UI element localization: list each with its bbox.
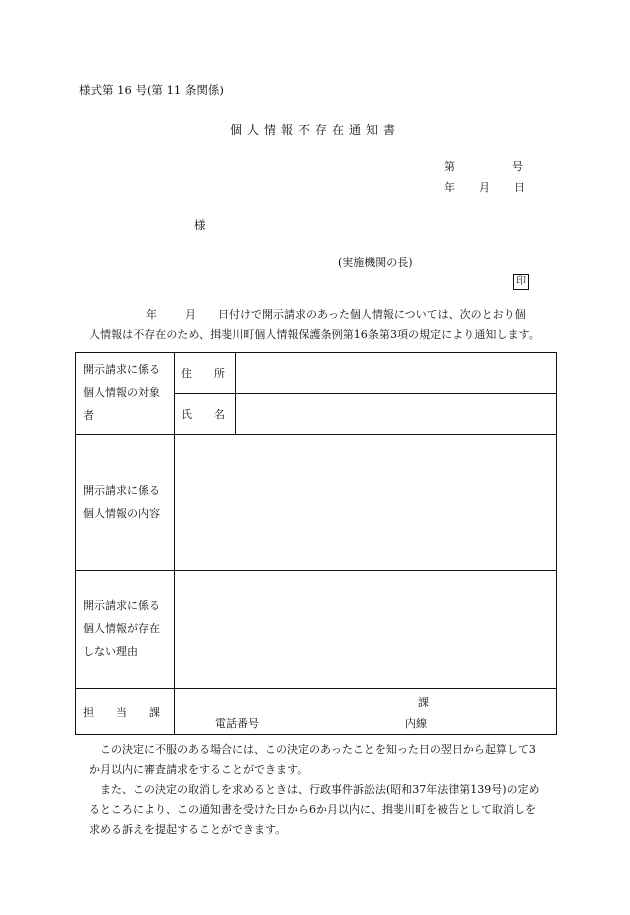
extension-label: 内線	[405, 717, 427, 730]
document-title: 個人情報不存在通知書	[229, 123, 400, 137]
content-label: 開示請求に係る 個人情報の内容	[83, 484, 160, 520]
footer-line-1: この決定に不服のある場合には、この決定のあったことを知った日の翌日から起算して3	[100, 743, 536, 756]
issuer-title: (実施機関の長)	[338, 256, 413, 269]
reason-label: 開示請求に係る 個人情報が存在 しない理由	[83, 599, 160, 658]
address-label: 住 所	[181, 367, 225, 380]
footer-line-2: か月以内に審査請求をすることができます。	[89, 763, 309, 776]
footer-line-4: るところにより、この通知書を受けた日から6か月以内に、揖斐川町を被告として取消しを	[89, 803, 536, 816]
intro-month: 月	[185, 308, 196, 321]
number-go: 号	[512, 160, 523, 173]
footer-line-5: 求める訴えを提起することができます。	[89, 823, 287, 836]
table-label-divider	[174, 352, 175, 735]
table-row-sep-3	[75, 688, 557, 689]
phone-label: 電話番号	[215, 717, 259, 730]
table-border-right	[556, 352, 557, 735]
intro-line-1-text: 日付けで開示請求のあった個人情報については、次のとおり個	[218, 308, 526, 321]
footer-line-3: また、この決定の取消しを求めるときは、行政事件訴訟法(昭和37年法律第139号)の定め	[100, 783, 540, 796]
addressee-suffix: 様	[194, 218, 206, 232]
intro-line-1	[146, 308, 526, 321]
number-dai: 第	[444, 160, 455, 173]
table-border-left	[75, 352, 76, 735]
dept-label: 担 当 課	[83, 706, 160, 719]
table-border-top	[75, 352, 557, 353]
date-year: 年	[444, 181, 455, 194]
name-label: 氏 名	[181, 408, 225, 421]
intro-year: 年	[146, 308, 157, 321]
dept-suffix: 課	[418, 696, 429, 709]
date-day: 日	[514, 181, 525, 194]
intro-line-2: 人情報は不存在のため、揖斐川町個人情報保護条例第16条第3項の規定により通知します。	[89, 328, 540, 341]
subject-label: 開示請求に係る 個人情報の対象 者	[83, 363, 160, 422]
date-month: 月	[479, 181, 490, 194]
seal-mark: 印	[513, 274, 529, 290]
table-row-sep-2	[75, 570, 557, 571]
table-border-bottom	[75, 734, 557, 735]
table-row1-split	[174, 393, 557, 394]
table-row-sep-1	[75, 434, 557, 435]
form-id: 様式第 16 号(第 11 条関係)	[79, 83, 224, 97]
